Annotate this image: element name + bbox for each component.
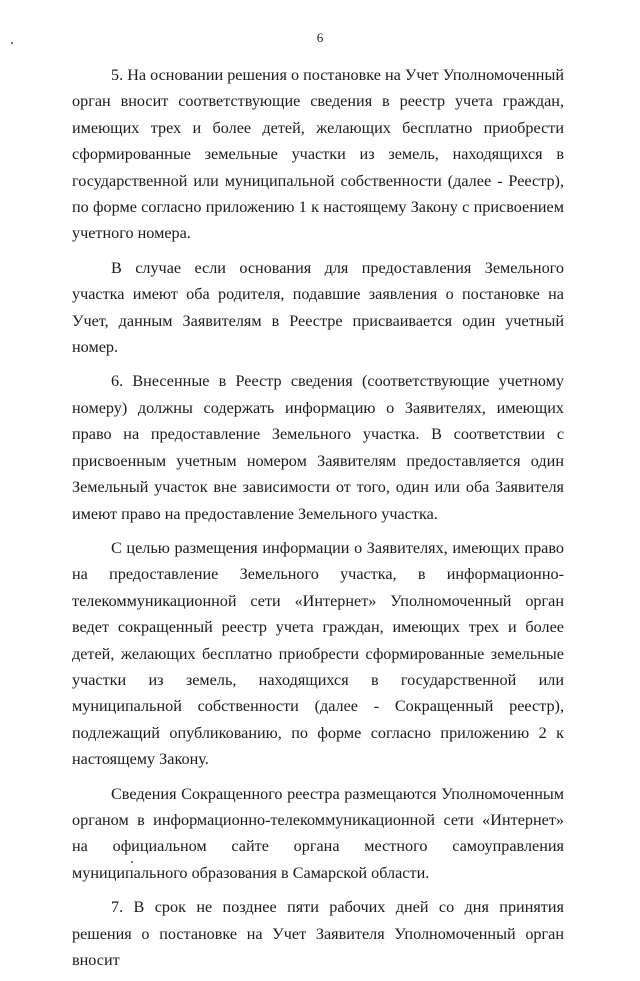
paragraph-item-5: 5. На основании решения о постановке на Учет Уполномоченный орган вносит соответствующие сведения в реестр учета граждан, имеющих трех и более детей, желающих бесплатно приобрести сформированные земельные участки из земель, находящихся в государственной или муниципальной собственности (далее - Реестр), по форме согласно приложению 1 к настоящему Закону с присвоением учетного номера. (72, 66, 564, 243)
paragraph-item-6: 6. Внесенные в Реестр сведения (соответствующие учетному номеру) должны содержать информацию о Заявителях, имеющих право на предоставление Земельного участка. В соответствии с присвоенным учетным номером Заявителям предоставляется один Земельный участок вне зависимости от того, один или оба Заявителя имеют право на предоставление Земельного участка. (72, 372, 564, 523)
paragraph-item-7: 7. В срок не позднее пяти рабочих дней со дня принятия решения о постановке на Учет Заявителя Уполномоченный орган вносит (72, 898, 564, 969)
paragraph-shared-number: В случае если основания для предоставления Земельного участка имеют оба родителя, подавшие заявления о постановке на Учет, данным Заявителям в Реестре присваивается один учетный номер. (72, 258, 564, 357)
paragraph-short-register: С целью размещения информации о Заявителях, имеющих право на предоставление Земельного участка, в информационно-телекоммуникационной сети «Интернет» Уполномоченный орган ведет сокращенный реестр учета граждан, имеющих трех и более детей, желающих бесплатно приобрести сформированные земельные участки из земель, находящихся в государственной или муниципальной собственности (далее - Сокращенный реестр), подлежащий опубликованию, по форме согласно приложению 2 к настоящему Закону. (72, 538, 564, 769)
page-number: 6 (316, 30, 324, 45)
document-body (72, 62, 564, 981)
paragraph-publication: Сведения Сокращенного реестра размещаются Уполномоченным органом в информационно-телекоммуникационной сети «Интернет» на официальном сайте органа местного самоуправления муниципального образования в Самарской области. (72, 784, 564, 882)
